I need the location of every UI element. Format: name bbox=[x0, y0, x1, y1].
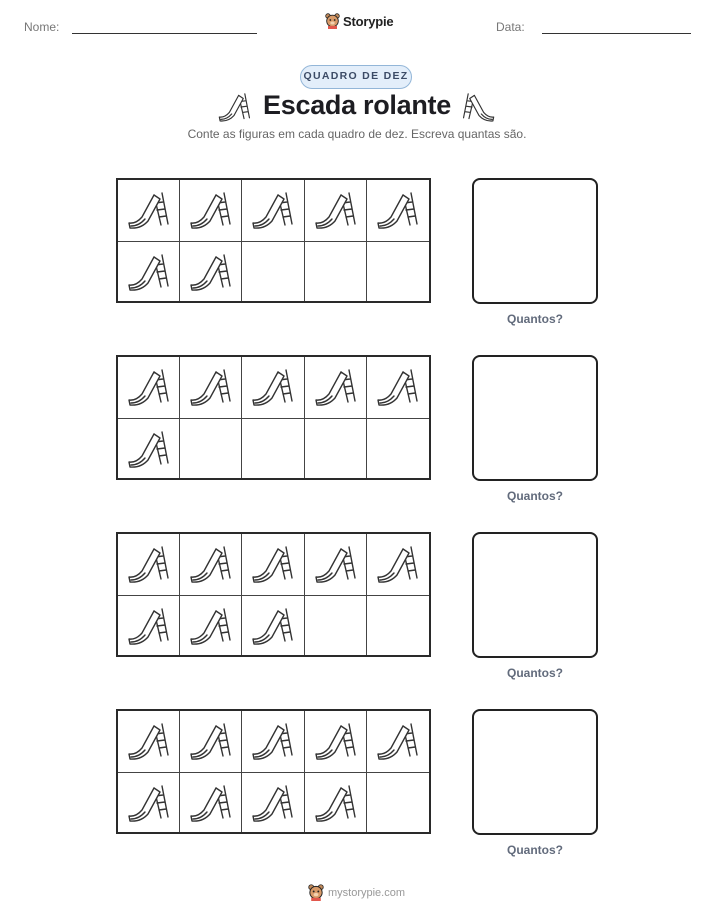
slide-icon bbox=[188, 607, 232, 645]
frame-cell bbox=[118, 357, 180, 417]
frame-cell bbox=[305, 242, 367, 302]
slide-icon bbox=[126, 430, 170, 468]
frame-cell bbox=[367, 534, 429, 594]
ten-frame bbox=[116, 709, 431, 834]
frame-cell bbox=[180, 596, 242, 656]
frame-cell bbox=[180, 419, 242, 479]
slide-icon bbox=[126, 722, 170, 760]
frame-cell bbox=[118, 711, 180, 771]
frame-cell bbox=[367, 419, 429, 479]
answer-box[interactable] bbox=[472, 532, 598, 658]
frame-cell bbox=[367, 596, 429, 656]
name-line[interactable] bbox=[72, 33, 257, 34]
answer-label: Quantos? bbox=[507, 666, 563, 680]
slide-icon bbox=[250, 722, 294, 760]
frame-cell bbox=[242, 596, 304, 656]
frame-cell bbox=[367, 711, 429, 771]
frame-cell bbox=[242, 242, 304, 302]
worksheet-badge: QUADRO DE DEZ bbox=[300, 65, 412, 89]
bear-icon bbox=[325, 13, 340, 29]
slide-icon bbox=[188, 545, 232, 583]
frame-cell bbox=[180, 711, 242, 771]
frame-cell bbox=[118, 534, 180, 594]
frame-cell bbox=[180, 180, 242, 240]
slide-icon bbox=[250, 545, 294, 583]
slide-icon bbox=[375, 545, 419, 583]
date-label: Data: bbox=[496, 20, 525, 34]
slide-icon bbox=[375, 191, 419, 229]
answer-label: Quantos? bbox=[507, 489, 563, 503]
slide-icon bbox=[313, 784, 357, 822]
slide-icon bbox=[188, 191, 232, 229]
slide-icon bbox=[188, 784, 232, 822]
slide-icon bbox=[188, 722, 232, 760]
slide-icon bbox=[126, 191, 170, 229]
slide-icon bbox=[217, 92, 251, 122]
brand-name: Storypie bbox=[343, 13, 394, 29]
slide-icon bbox=[462, 92, 496, 122]
frame-cell bbox=[242, 180, 304, 240]
frame-cell bbox=[305, 419, 367, 479]
slide-icon bbox=[313, 368, 357, 406]
answer-box[interactable] bbox=[472, 709, 598, 835]
frame-cell bbox=[242, 419, 304, 479]
frame-cell bbox=[367, 357, 429, 417]
frame-cell bbox=[242, 773, 304, 833]
frame-cell bbox=[305, 711, 367, 771]
frame-cell bbox=[180, 534, 242, 594]
frame-cell bbox=[118, 596, 180, 656]
slide-icon bbox=[126, 607, 170, 645]
slide-icon bbox=[250, 191, 294, 229]
frame-cell bbox=[367, 180, 429, 240]
ten-frame bbox=[116, 532, 431, 657]
footer bbox=[308, 884, 405, 901]
slide-icon bbox=[126, 368, 170, 406]
slide-icon bbox=[313, 545, 357, 583]
frame-cell bbox=[367, 242, 429, 302]
bear-icon bbox=[308, 884, 324, 901]
answer-box[interactable] bbox=[472, 355, 598, 481]
frame-cell bbox=[118, 180, 180, 240]
frame-cell bbox=[305, 773, 367, 833]
slide-icon bbox=[188, 368, 232, 406]
slide-icon bbox=[313, 191, 357, 229]
frame-cell bbox=[242, 711, 304, 771]
frame-cell bbox=[118, 242, 180, 302]
slide-icon bbox=[250, 607, 294, 645]
frame-cell bbox=[180, 242, 242, 302]
slide-icon bbox=[188, 253, 232, 291]
frame-cell bbox=[118, 773, 180, 833]
answer-box[interactable] bbox=[472, 178, 598, 304]
frame-cell bbox=[305, 180, 367, 240]
slide-icon bbox=[313, 722, 357, 760]
slide-icon bbox=[375, 722, 419, 760]
frame-cell bbox=[305, 357, 367, 417]
frame-cell bbox=[180, 773, 242, 833]
frame-cell bbox=[180, 357, 242, 417]
answer-label: Quantos? bbox=[507, 843, 563, 857]
slide-icon bbox=[126, 545, 170, 583]
slide-icon bbox=[250, 368, 294, 406]
date-line[interactable] bbox=[542, 33, 691, 34]
instructions: Conte as figuras em cada quadro de dez. Escreva quantas são. bbox=[187, 127, 527, 141]
frame-cell bbox=[305, 534, 367, 594]
footer-url: mystorypie.com bbox=[328, 886, 406, 899]
brand-logo bbox=[325, 13, 393, 29]
slide-icon bbox=[250, 784, 294, 822]
slide-icon bbox=[126, 253, 170, 291]
page-title: Escada rolante bbox=[263, 90, 451, 120]
frame-cell bbox=[242, 357, 304, 417]
frame-cell bbox=[367, 773, 429, 833]
frame-cell bbox=[305, 596, 367, 656]
ten-frame bbox=[116, 178, 431, 303]
slide-icon bbox=[375, 368, 419, 406]
title-row bbox=[0, 90, 714, 128]
ten-frame bbox=[116, 355, 431, 480]
answer-label: Quantos? bbox=[507, 312, 563, 326]
slide-icon bbox=[126, 784, 170, 822]
name-label: Nome: bbox=[24, 20, 60, 34]
frame-cell bbox=[118, 419, 180, 479]
frame-cell bbox=[242, 534, 304, 594]
